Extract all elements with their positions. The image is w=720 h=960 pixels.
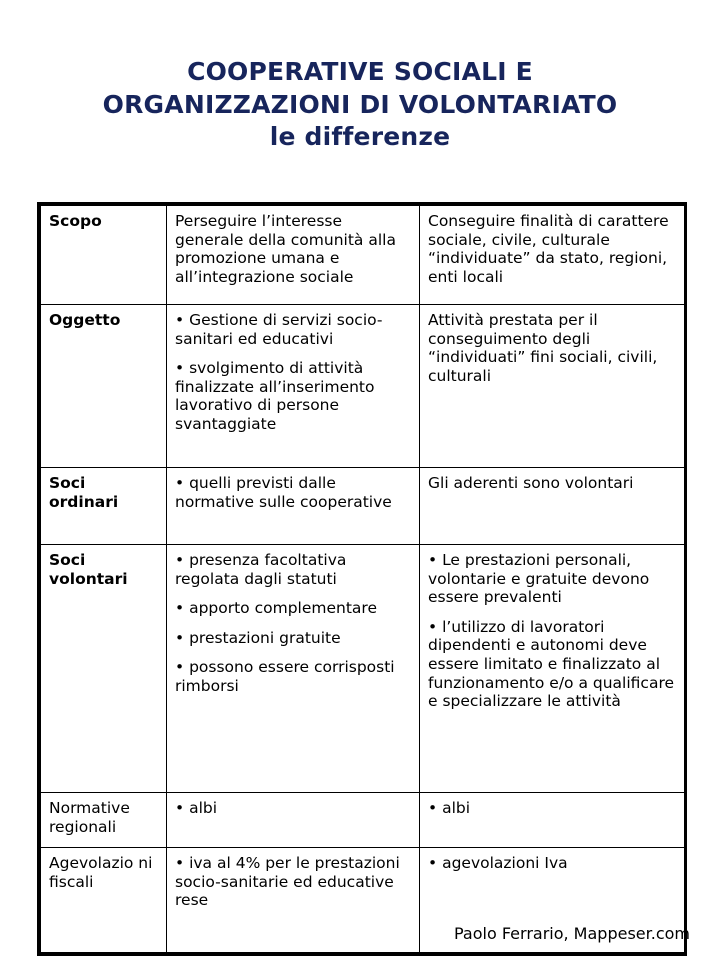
bullet-paragraph: • agevolazioni Iva: [428, 854, 568, 872]
footer-credit: Paolo Ferrario, Mappeser.com: [454, 924, 690, 943]
table-row: [41, 305, 685, 468]
bullet-paragraph: • l’utilizzo di lavoratori dipendenti e autonomi deve essere limitato e finalizzato al funzionamento e/o a qualificare e specializzare le attività: [428, 617, 675, 711]
row-label-soci-ordinari: Soci ordinari: [41, 468, 167, 545]
bullet-paragraph: • Gestione di servizi socio-sanitari ed educativi: [175, 311, 383, 348]
cell-soci-volontari-volontariato: [420, 545, 685, 793]
bullet-paragraph: • albi: [428, 799, 471, 817]
row-label-agevolazioni-fiscali: Agevolazio ni fiscali: [41, 848, 167, 953]
bullet-paragraph: • quelli previsti dalle normative sulle cooperative: [175, 474, 392, 511]
paragraph: Perseguire l’interesse generale della comunità alla promozione umana e all’integrazione sociale: [175, 212, 396, 286]
bullet-paragraph: • Le prestazioni personali, volontarie e gratuite devono essere prevalenti: [428, 551, 650, 607]
paragraph: Attività prestata per il conseguimento degli “individuati” fini sociali, civili, culturali: [428, 311, 658, 385]
cell-soci-ordinari-volontariato: [420, 468, 685, 545]
cell-scopo-cooperative: [167, 206, 420, 305]
bullet-paragraph: • prestazioni gratuite: [175, 628, 341, 647]
comparison-table-container: [37, 202, 687, 956]
paragraph: Conseguire finalità di carattere sociale, civile, culturale “individuate” da stato, regioni, enti locali: [428, 212, 669, 286]
table-row: [41, 793, 685, 848]
cell-soci-ordinari-cooperative: [167, 468, 420, 545]
cell-soci-volontari-cooperative: [167, 545, 420, 793]
row-label-scopo: Scopo: [41, 206, 167, 305]
bullet-paragraph: • svolgimento di attività finalizzate all’inserimento lavorativo di persone svantaggiate: [175, 359, 375, 433]
cell-scopo-volontariato: [420, 206, 685, 305]
row-label-oggetto: Oggetto: [41, 305, 167, 468]
cell-oggetto-cooperative: [167, 305, 420, 468]
cell-agevolazioni-cooperative: [167, 848, 420, 953]
comparison-table: [40, 205, 685, 953]
table-row: [41, 206, 685, 305]
bullet-paragraph: • apporto complementare: [175, 599, 377, 618]
cell-normative-cooperative: [167, 793, 420, 848]
table-row: [41, 545, 685, 793]
page-title-line-2: ORGANIZZAZIONI DI VOLONTARIATO: [102, 89, 618, 119]
bullet-paragraph: • possono essere corrisposti rimborsi: [175, 658, 395, 695]
paragraph: Gli aderenti sono volontari: [428, 474, 634, 492]
page-title-subtitle: le differenze: [269, 122, 451, 151]
bullet-paragraph: • albi: [175, 799, 218, 817]
cell-normative-volontariato: [420, 793, 685, 848]
page-title-line-1: COOPERATIVE SOCIALI E: [187, 57, 533, 86]
bullet-paragraph: • presenza facoltativa regolata dagli statuti: [175, 551, 347, 588]
row-label-soci-volontari: Soci volontari: [41, 545, 167, 793]
cell-oggetto-volontariato: [420, 305, 685, 468]
table-row: [41, 468, 685, 545]
row-label-normative-regionali: Normative regionali: [41, 793, 167, 848]
page-title: [0, 56, 720, 154]
bullet-paragraph: • iva al 4% per le prestazioni socio-sanitarie ed educative rese: [175, 854, 400, 910]
